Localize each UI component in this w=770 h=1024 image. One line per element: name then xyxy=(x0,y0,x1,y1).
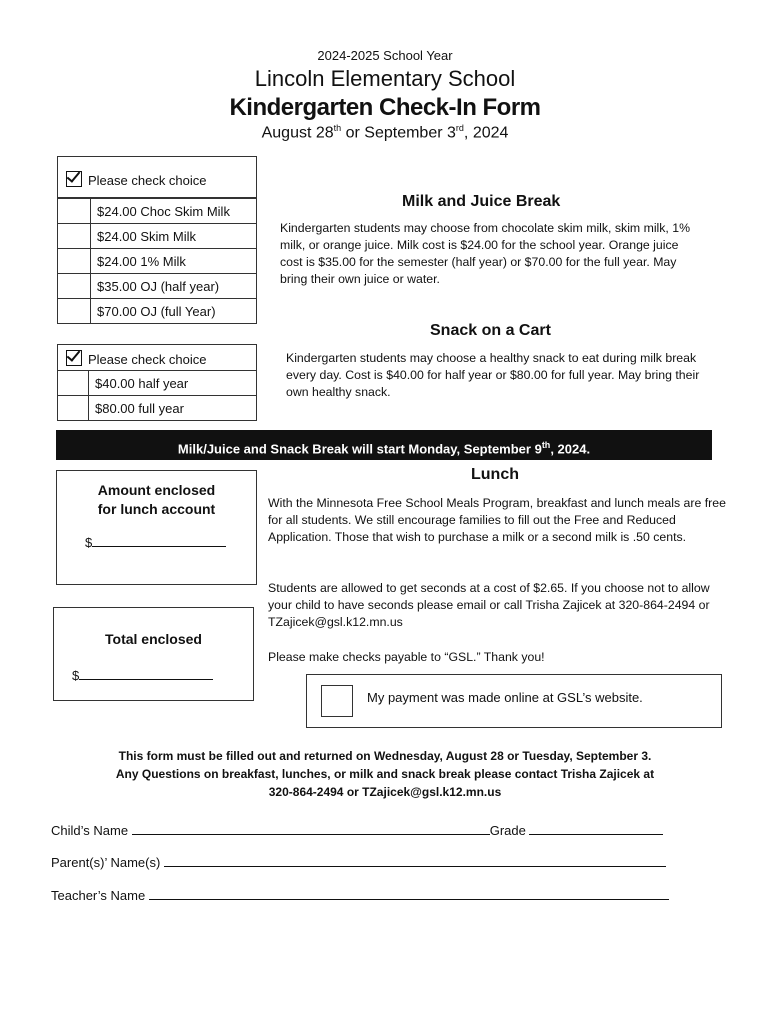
form-title: Kindergarten Check-In Form xyxy=(229,94,541,121)
lunch-section-title: Lunch xyxy=(471,466,519,483)
lunch-paragraph-2: Students are allowed to get seconds at a cost of $2.65. If you choose not to allow your child to have seconds please email or call Trisha Zajicek at 320-864-2494 or TZajicek@gsl.k12.mn.us xyxy=(268,581,710,629)
milk-option-label: $24.00 1% Milk xyxy=(91,249,257,274)
snack-choice-header: Please check choice xyxy=(57,344,257,371)
milk-option-checkbox[interactable] xyxy=(58,199,91,224)
milk-option-row xyxy=(58,224,257,249)
child-name-label: Child’s Name xyxy=(51,823,129,838)
school-name: Lincoln Elementary School xyxy=(254,66,516,91)
milk-option-checkbox[interactable] xyxy=(58,274,91,299)
milk-section-text: Kindergarten students may choose from chocolate skim milk, skim milk, 1% milk, or orange juice. Milk cost is $24.00 for the school year. Orange juice cost is $35.00 for the semester (half year) or $70.00 for the full year. May bring their own juice or water. xyxy=(280,221,691,286)
check-in-dates: August 28th or September 3rd, 2024 xyxy=(261,123,509,142)
amount-enclosed-title: Amount enclosed for lunch account xyxy=(97,482,216,517)
snack-option-row xyxy=(58,396,257,421)
milk-section-title: Milk and Juice Break xyxy=(402,193,561,210)
snack-section-text: Kindergarten students may choose a healthy snack to eat during milk break every day. Cost is $40.00 for half year or $80.00 for full year. May bring their own healthy snack. xyxy=(286,351,700,399)
snack-option-row xyxy=(58,371,257,396)
amount-enclosed-field[interactable]: $ xyxy=(85,535,226,550)
milk-option-row xyxy=(58,274,257,299)
child-name-row xyxy=(51,823,663,838)
milk-option-label: $35.00 OJ (half year) xyxy=(91,274,257,299)
start-date-banner: Milk/Juice and Snack Break will start Monday, September 9th, 2024. xyxy=(56,430,712,460)
milk-choice-header: Please check choice xyxy=(57,156,257,198)
snack-option-checkbox[interactable] xyxy=(58,371,89,396)
grade-input[interactable] xyxy=(529,834,663,835)
parent-name-row xyxy=(51,855,666,870)
snack-option-checkbox[interactable] xyxy=(58,396,89,421)
online-payment-box xyxy=(306,674,722,728)
snack-section-title: Snack on a Cart xyxy=(430,322,551,339)
snack-option-label: $80.00 full year xyxy=(89,396,257,421)
total-enclosed-box xyxy=(53,607,254,701)
return-deadline-note: This form must be filled out and returned on Wednesday, August 28 or Tuesday, September 3. xyxy=(118,749,652,763)
teacher-name-label: Teacher’s Name xyxy=(51,888,146,903)
amount-enclosed-box xyxy=(56,470,257,585)
milk-option-label: $24.00 Choc Skim Milk xyxy=(91,199,257,224)
milk-option-checkbox[interactable] xyxy=(58,249,91,274)
total-blank-line[interactable] xyxy=(79,679,213,680)
milk-option-label: $24.00 Skim Milk xyxy=(91,224,257,249)
lunch-paragraph-1: With the Minnesota Free School Meals Program, breakfast and lunch meals are free for all students. We still encourage families to fill out the Free and Reduced Application. Those that wish to purchase a milk or a second milk is .50 cents. xyxy=(268,496,726,544)
milk-option-checkbox[interactable] xyxy=(58,224,91,249)
school-year: 2024-2025 School Year xyxy=(317,48,453,63)
snack-option-label: $40.00 half year xyxy=(89,371,257,396)
online-payment-checkbox[interactable] xyxy=(321,685,353,717)
milk-choice-table xyxy=(57,198,257,324)
total-enclosed-title: Total enclosed xyxy=(105,631,202,647)
parent-name-label: Parent(s)’ Name(s) xyxy=(51,855,161,870)
lunch-paragraph-3: Please make checks payable to “GSL.” Thank you! xyxy=(268,650,545,664)
milk-option-label: $70.00 OJ (full Year) xyxy=(91,299,257,324)
contact-info: 320-864-2494 or TZajicek@gsl.k12.mn.us xyxy=(268,785,502,799)
contact-note: Any Questions on breakfast, lunches, or milk and snack break please contact Trisha Zajicek at xyxy=(115,767,655,781)
milk-option-checkbox[interactable] xyxy=(58,299,91,324)
teacher-name-row xyxy=(51,888,669,903)
milk-option-row xyxy=(58,249,257,274)
checkmark-icon xyxy=(66,171,82,187)
amount-blank-line[interactable] xyxy=(92,546,226,547)
teacher-name-input[interactable] xyxy=(149,899,669,900)
snack-choice-table xyxy=(57,370,257,421)
grade-label: Grade xyxy=(489,823,526,838)
milk-option-row xyxy=(58,299,257,324)
parent-name-input[interactable] xyxy=(164,866,666,867)
checkmark-icon xyxy=(66,350,82,366)
online-payment-label: My payment was made online at GSL’s website. xyxy=(367,690,643,705)
milk-option-row xyxy=(58,199,257,224)
total-enclosed-field[interactable]: $ xyxy=(72,668,213,683)
child-name-input[interactable] xyxy=(132,834,490,835)
